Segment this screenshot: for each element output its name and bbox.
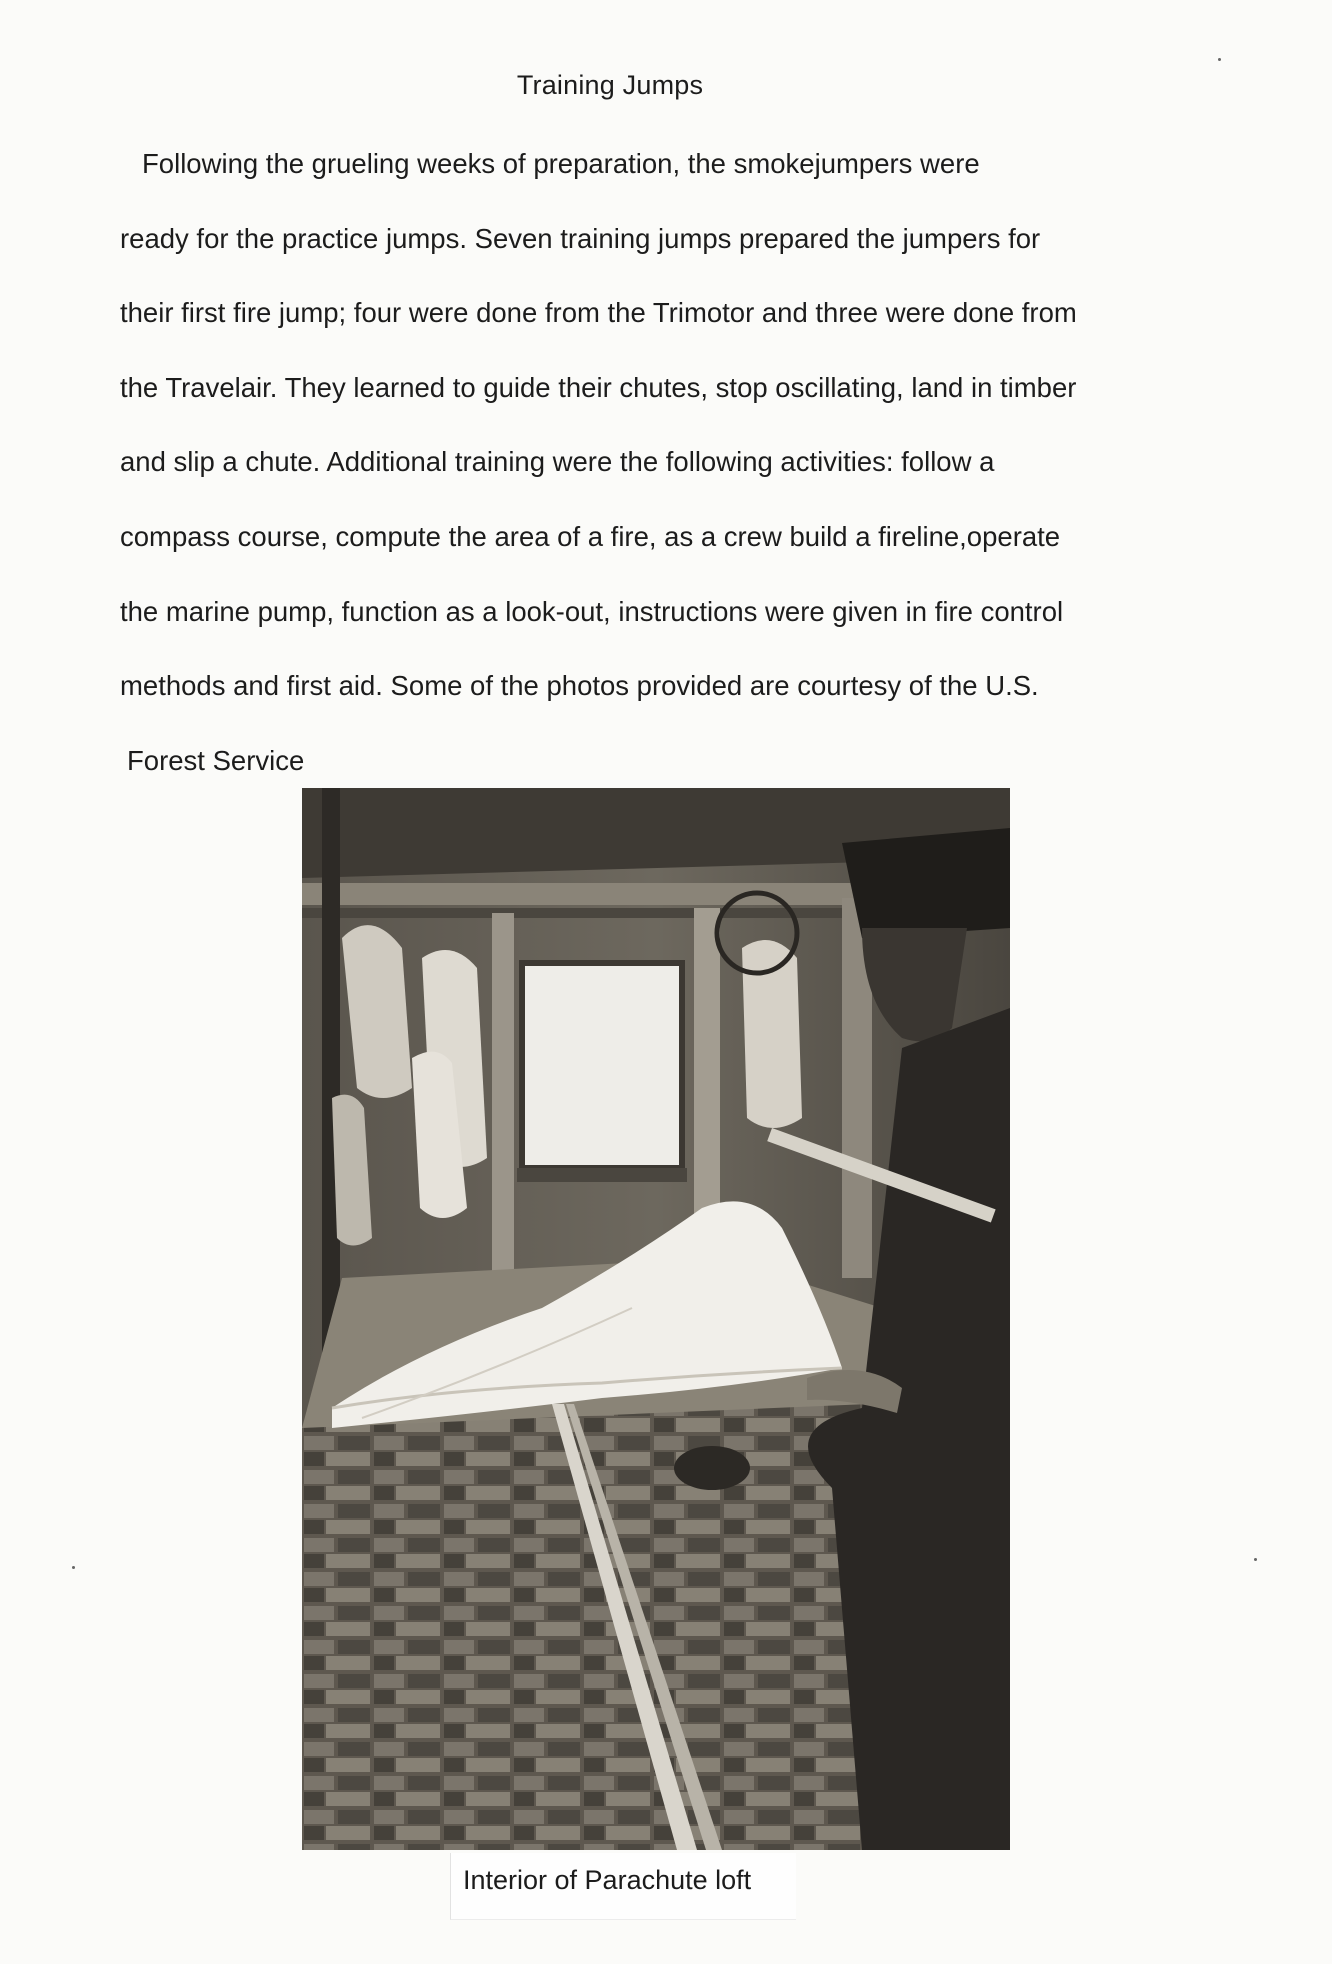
parachute-loft-photo [302,788,1010,1850]
scan-speck [1218,58,1221,61]
paragraph-line: the Travelair. They learned to guide their chutes, stop oscillating, land in timber [120,371,1077,403]
caption-box [450,1853,796,1920]
paragraph-line: their first fire jump; four were done from the Trimotor and three were done from [120,297,1077,329]
scan-speck [72,1566,75,1569]
paragraph-line: compass course, compute the area of a fire, as a crew build a fireline,operate [120,520,1061,552]
paragraph-line: the marine pump, function as a look-out, instructions were given in fire control [120,595,1064,627]
body-paragraph [120,142,1240,813]
paragraph-line: ready for the practice jumps. Seven training jumps prepared the jumpers for [120,222,1041,254]
paragraph-line: and slip a chute. Additional training were the following activities: follow a [120,446,995,478]
scan-speck [1254,1558,1257,1561]
paragraph-line: Forest Service [127,744,305,776]
page-title: Training Jumps [516,70,704,100]
paragraph-line: Following the grueling weeks of preparation, the smokejumpers were [142,148,980,179]
photo-caption: Interior of Parachute loft [463,1865,752,1895]
photo-illustration [302,788,1010,1850]
paragraph-line: methods and first aid. Some of the photos provided are courtesy of the U.S. [120,670,1039,702]
